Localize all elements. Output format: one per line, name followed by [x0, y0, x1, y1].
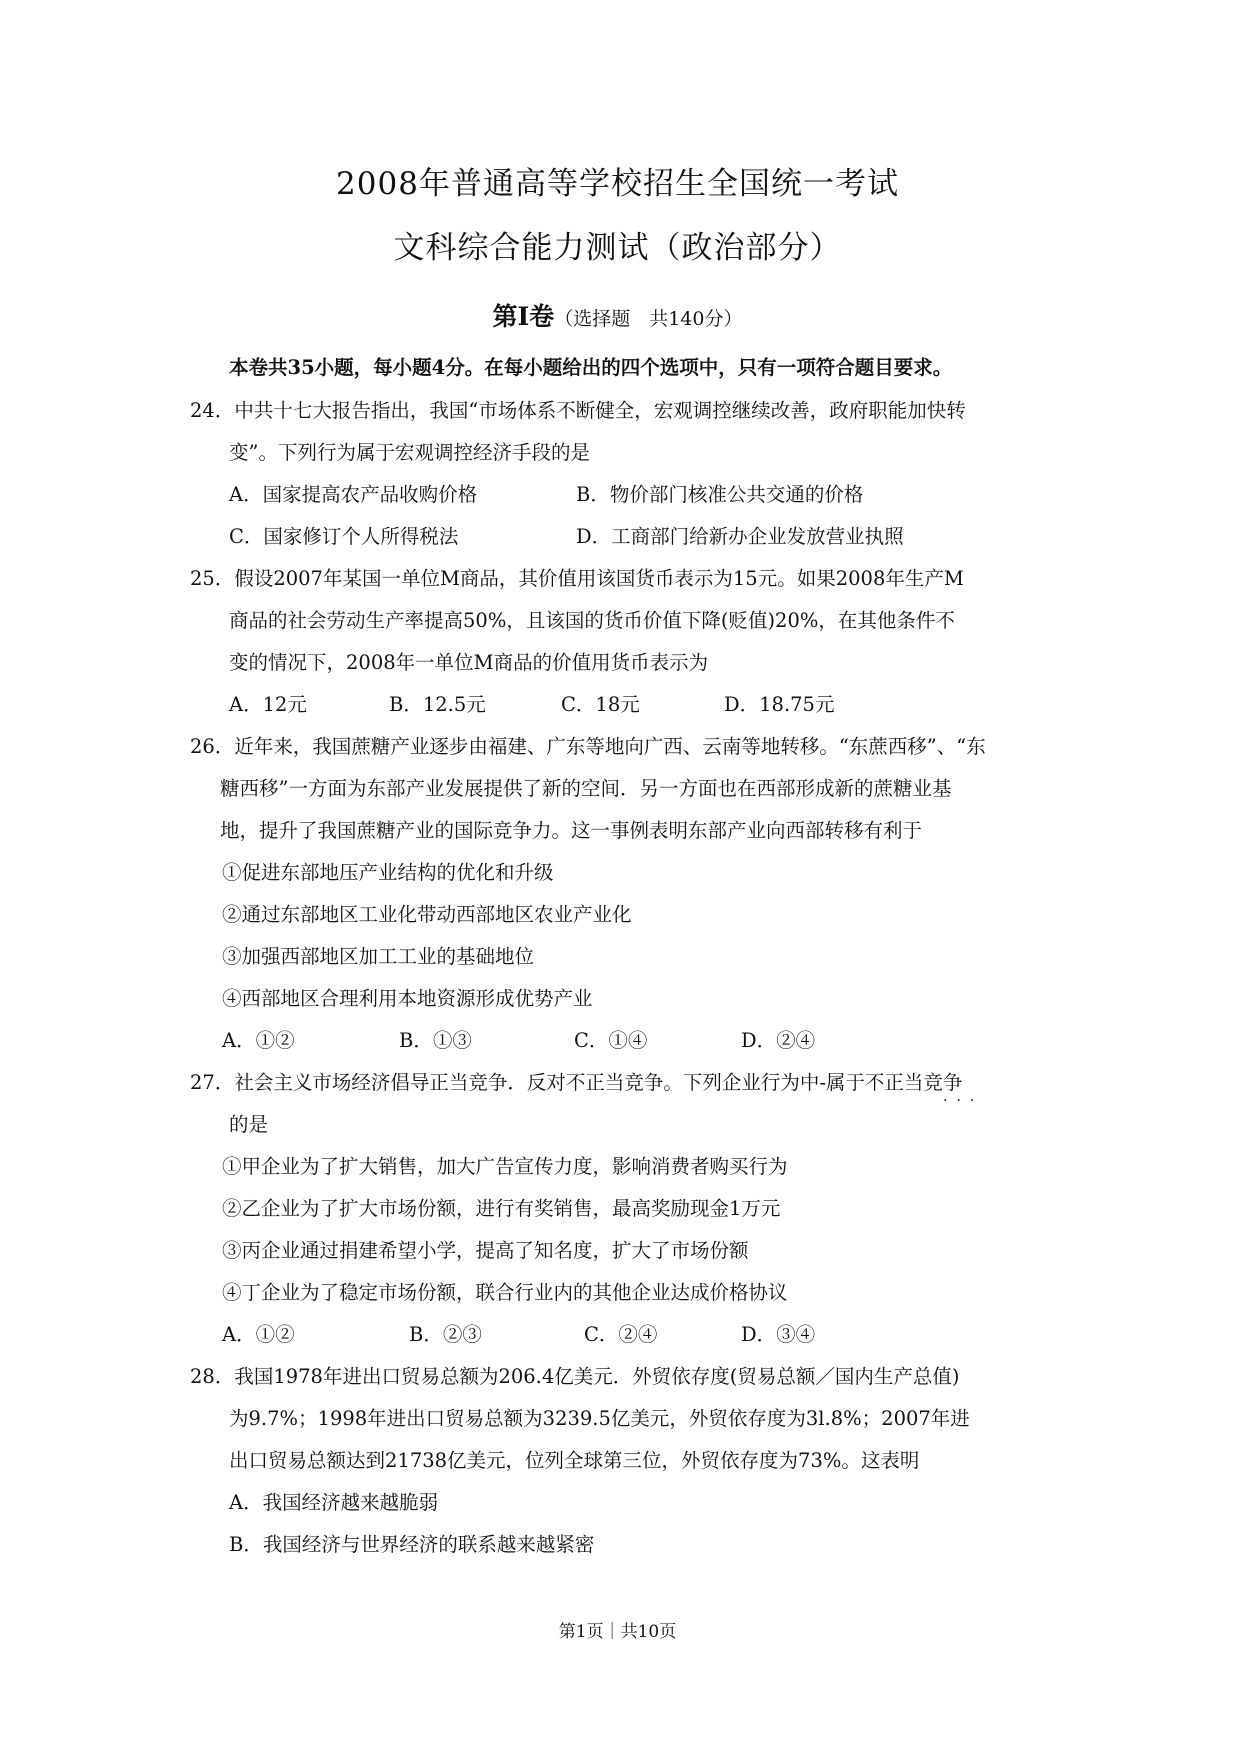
q27-option-c: C．②④: [584, 1323, 658, 1346]
section-note: （选择题 共140分）: [554, 308, 743, 330]
q26-option-c: C．①④: [574, 1029, 648, 1052]
q24-stem-line1: 24．中共十七大报告指出，我国“市场体系不断健全，宏观调控继续改善，政府职能加快转: [190, 399, 966, 422]
q24-option-b: B．物价部门核准公共交通的价格: [576, 483, 864, 506]
q27-option-b: B．②③: [409, 1323, 482, 1346]
q27-stem-line2: 的是: [229, 1113, 269, 1136]
q26-item-1: ①促进东部地压产业结构的优化和升级: [222, 861, 554, 884]
q26-stem-line1: 26．近年来，我国蔗糖产业逐步由福建、广东等地向广西、云南等地转移。“东蔗西移”、“东: [190, 735, 986, 758]
q28-stem-line2: 为9.7%；1998年进出口贸易总额为3239.5亿美元，外贸依存度为3l.8%；2007年进: [229, 1407, 970, 1430]
q27-item-1: ①甲企业为了扩大销售，加大广告宣传力度，影响消费者购买行为: [222, 1155, 788, 1178]
exam-subtitle: 文科综合能力测试（政治部分）: [393, 230, 842, 266]
emphasis-dots: ···: [943, 1093, 984, 1109]
q28-option-b: B．我国经济与世界经济的联系越来越紧密: [229, 1533, 595, 1556]
q28-stem-line3: 出口贸易总额达到21738亿美元，位列全球第三位，外贸依存度为73%。这表明: [229, 1449, 920, 1472]
q27-option-d: D．③④: [741, 1323, 816, 1346]
instructions: 本卷共35小题，每小题4分。在每小题给出的四个选项中，只有一项符合题目要求。: [229, 356, 953, 379]
q28-option-a: A．我国经济越来越脆弱: [229, 1491, 439, 1514]
q27-item-4: ④丁企业为了稳定市场份额，联合行业内的其他企业达成价格协议: [222, 1281, 788, 1304]
q24-stem-line2: 变”。下列行为属于宏观调控经济手段的是: [229, 441, 590, 464]
q26-option-b: B．①③: [399, 1029, 472, 1052]
q28-stem-line1: 28．我国1978年进出口贸易总额为206.4亿美元．外贸依存度(贸易总额／国内生产总值): [190, 1365, 960, 1388]
q26-stem-line3: 地，提升了我国蔗糖产业的国际竞争力。这一事例表明东部产业向西部转移有利于: [220, 819, 923, 842]
q27-option-a: A．①②: [222, 1323, 295, 1346]
q25-stem-line1: 25．假设2007年某国一单位M商品，其价值用该国货币表示为15元。如果2008年生产M: [190, 567, 964, 590]
q24-option-d: D．工商部门给新办企业发放营业执照: [576, 525, 904, 548]
q26-option-a: A．①②: [222, 1029, 295, 1052]
q24-option-c: C．国家修订个人所得税法: [229, 525, 459, 548]
q24-option-a: A．国家提高农产品收购价格: [229, 483, 478, 506]
page-footer: 第1页｜共10页: [558, 1622, 677, 1642]
q26-item-3: ③加强西部地区加工工业的基础地位: [222, 945, 535, 968]
q26-item-4: ④西部地区合理利用本地资源形成优势产业: [222, 987, 593, 1010]
exam-title: 2008年普通高等学校招生全国统一考试: [336, 166, 899, 202]
q25-option-b: B．12.5元: [389, 693, 486, 716]
q26-option-d: D．②④: [741, 1029, 816, 1052]
q27-item-3: ③丙企业通过捐建希望小学，提高了知名度，扩大了市场份额: [222, 1239, 749, 1262]
q27-stem-line1: 27．社会主义市场经济倡导正当竞争．反对不正当竞争。下列企业行为中-属于不正当竞争: [190, 1071, 963, 1094]
q25-option-c: C．18元: [561, 693, 640, 716]
q26-stem-line2: 糖西移”一方面为东部产业发展提供了新的空间．另一方面也在西部形成新的蔗糖业基: [220, 777, 952, 800]
section-main: 第Ⅰ卷: [492, 302, 555, 331]
section-heading: [0, 297, 1235, 333]
q25-stem-line3: 变的情况下，2008年一单位M商品的价值用货币表示为: [229, 651, 709, 674]
q25-option-a: A．12元: [229, 693, 307, 716]
q25-option-d: D．18.75元: [724, 693, 835, 716]
q25-stem-line2: 商品的社会劳动生产率提高50%，且该国的货币价值下降(贬值)20%，在其他条件不: [229, 609, 955, 632]
q27-item-2: ②乙企业为了扩大市场份额，进行有奖销售，最高奖励现金1万元: [222, 1197, 781, 1220]
q26-item-2: ②通过东部地区工业化带动西部地区农业产业化: [222, 903, 632, 926]
